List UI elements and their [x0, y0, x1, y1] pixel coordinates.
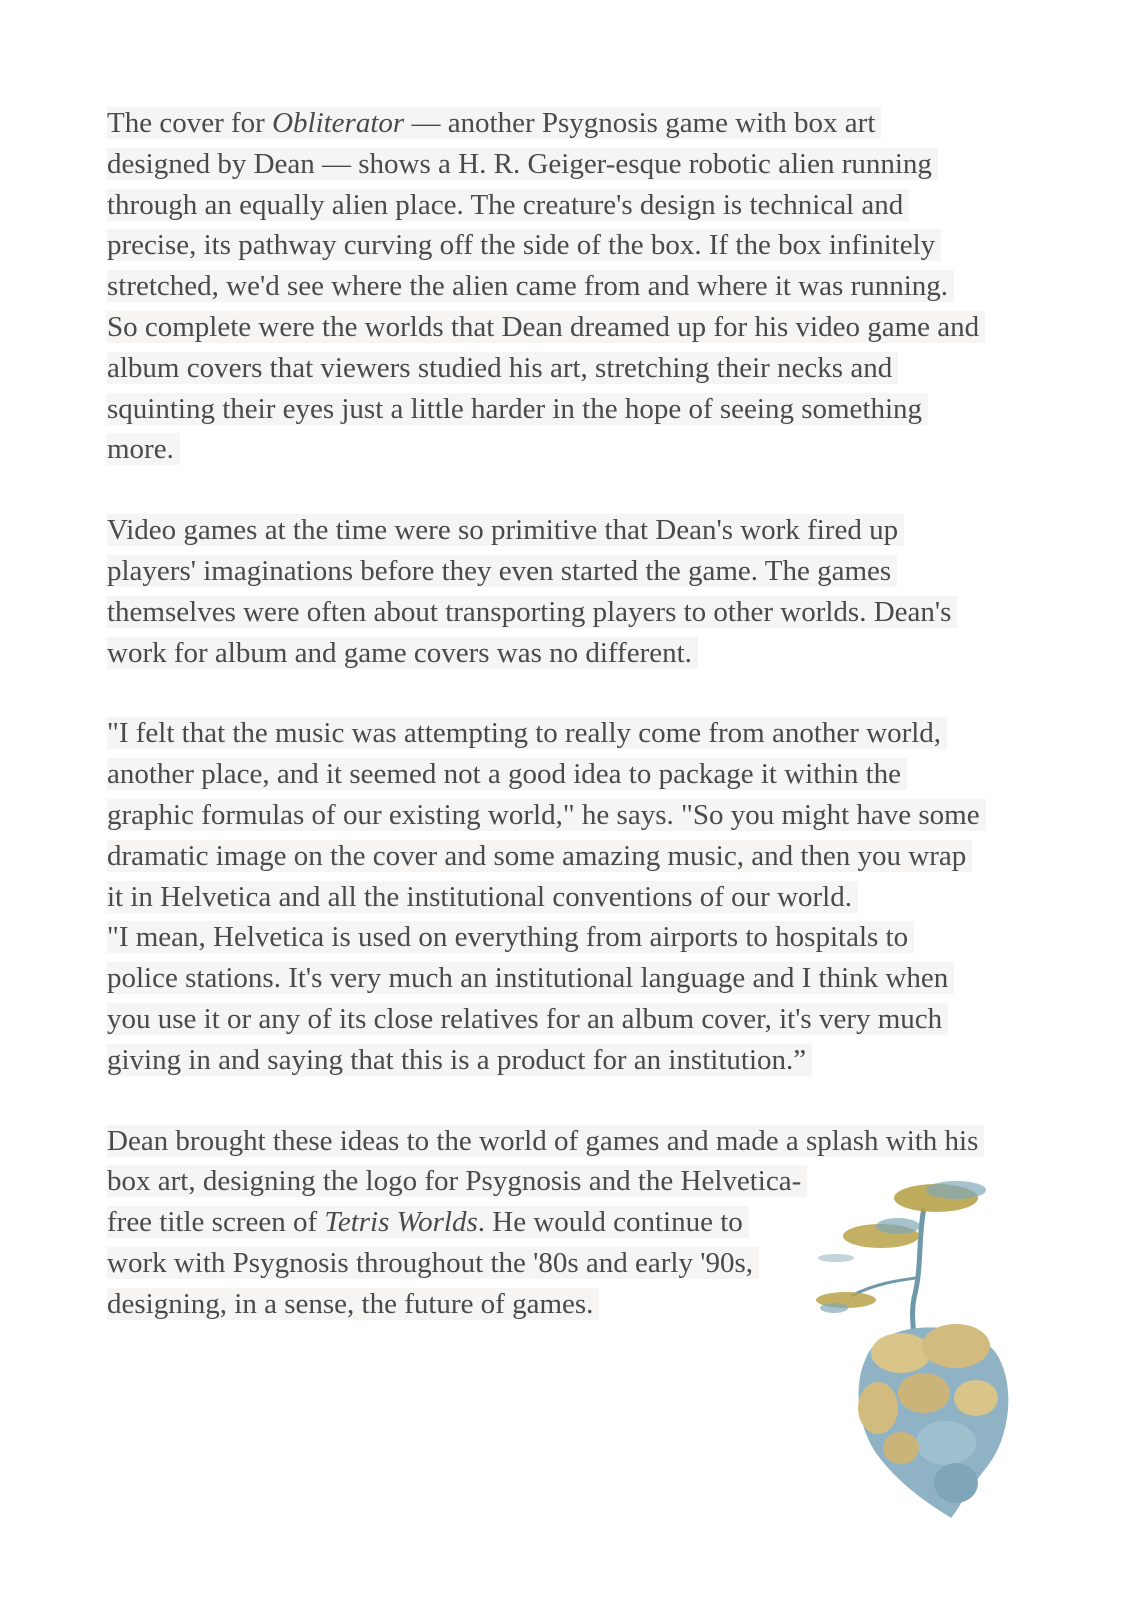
text-run: it in Helvetica and all the institutional conventions of our world.	[107, 880, 852, 913]
line-highlight	[107, 840, 972, 872]
line-highlight	[107, 881, 858, 913]
line-highlight	[107, 962, 954, 994]
paragraph-3	[107, 713, 1037, 1080]
text-run: "I felt that the music was attempting to really come from another world,	[107, 717, 942, 750]
text-run: stretched, we'd see where the alien came from and where it was running.	[107, 270, 949, 303]
text-line	[107, 389, 1037, 430]
line-highlight	[107, 514, 904, 546]
line-highlight	[107, 1125, 984, 1157]
line-highlight	[107, 1165, 807, 1197]
text-line	[107, 429, 1037, 470]
text-run: The cover for	[107, 107, 273, 139]
text-line	[107, 917, 1037, 958]
text-run: album covers that viewers studied his art, stretching their necks and	[107, 351, 893, 384]
text-line	[107, 592, 1037, 633]
text-run: dramatic image on the cover and some amazing music, and then you wrap	[107, 839, 967, 872]
paragraph-2	[107, 510, 1037, 673]
article-body	[107, 103, 1037, 1325]
text-run: — another Psygnosis game with box art	[404, 107, 876, 139]
text-run: work with Psygnosis throughout the '80s and early '90s,	[107, 1246, 754, 1279]
line-highlight	[107, 717, 947, 749]
text-run: "I mean, Helvetica is used on everything from airports to hospitals to	[107, 921, 909, 954]
line-highlight	[107, 1247, 759, 1279]
text-run: giving in and saying that this is a product for an institution.”	[107, 1043, 807, 1076]
text-line	[107, 144, 1037, 185]
text-run: themselves were often about transporting players to other worlds. Dean's	[107, 595, 952, 628]
text-line	[107, 1040, 1037, 1081]
line-highlight	[107, 189, 909, 221]
italic-title: Obliterator	[272, 107, 405, 139]
text-run: box art, designing the logo for Psygnosis and the Helvetica-	[107, 1165, 802, 1198]
text-line	[107, 510, 1037, 551]
text-run: precise, its pathway curving off the side of the box. If the box infinitely	[107, 229, 936, 262]
text-line	[107, 266, 1037, 307]
line-highlight	[107, 637, 698, 669]
text-run: So complete were the worlds that Dean dreamed up for his video game and	[107, 310, 980, 343]
text-line	[107, 836, 1037, 877]
text-line	[107, 795, 1037, 836]
paragraph-1	[107, 103, 1037, 470]
text-run: more.	[107, 433, 174, 466]
line-highlight	[107, 393, 928, 425]
text-run: graphic formulas of our existing world," he says. "So you might have some	[107, 798, 980, 831]
text-run: Dean brought these ideas to the world of games and made a splash with his	[107, 1124, 979, 1157]
text-run: players' imaginations before they even started the game. The games	[107, 554, 892, 587]
text-line	[107, 307, 1037, 348]
text-line	[107, 877, 1037, 918]
line-highlight	[107, 758, 907, 790]
line-highlight	[107, 921, 914, 953]
line-highlight	[107, 352, 898, 384]
italic-title: Tetris Worlds	[324, 1206, 478, 1239]
text-run: police stations. It's very much an institutional language and I think when	[107, 962, 949, 995]
text-run: you use it or any of its close relatives for an album cover, it's very much	[107, 1002, 943, 1035]
text-run: . He would continue to	[477, 1206, 743, 1239]
line-highlight	[107, 596, 957, 628]
text-line	[107, 754, 1037, 795]
line-highlight	[107, 1206, 749, 1238]
text-line	[107, 999, 1037, 1040]
line-highlight	[107, 1044, 812, 1076]
text-run: through an equally alien place. The creature's design is technical and	[107, 188, 904, 221]
line-highlight	[107, 1288, 599, 1320]
text-line	[107, 1121, 1037, 1162]
text-run: free title screen of	[107, 1206, 325, 1239]
text-line	[107, 713, 1037, 754]
line-highlight	[107, 433, 180, 465]
line-highlight	[107, 555, 897, 587]
text-line	[107, 185, 1037, 226]
text-line	[107, 225, 1037, 266]
text-run: designed by Dean — shows a H. R. Geiger-esque robotic alien running	[107, 147, 932, 180]
line-highlight	[107, 148, 938, 180]
text-run: Video games at the time were so primitive that Dean's work fired up	[107, 514, 899, 547]
line-highlight	[107, 229, 941, 261]
text-line	[107, 551, 1037, 592]
line-highlight	[107, 311, 985, 343]
line-highlight	[107, 1003, 948, 1035]
text-run: another place, and it seemed not a good idea to package it within the	[107, 758, 902, 791]
text-run: squinting their eyes just a little harder in the hope of seeing something	[107, 392, 923, 425]
text-line	[107, 633, 1037, 674]
line-highlight	[107, 799, 986, 831]
line-highlight	[107, 107, 881, 139]
text-line	[107, 348, 1037, 389]
line-highlight	[107, 270, 954, 302]
text-line	[107, 958, 1037, 999]
text-line	[107, 103, 1037, 144]
text-run: work for album and game covers was no different.	[107, 636, 692, 669]
text-run: designing, in a sense, the future of games.	[107, 1287, 594, 1320]
floating-rock-tree-icon	[806, 1168, 1026, 1528]
